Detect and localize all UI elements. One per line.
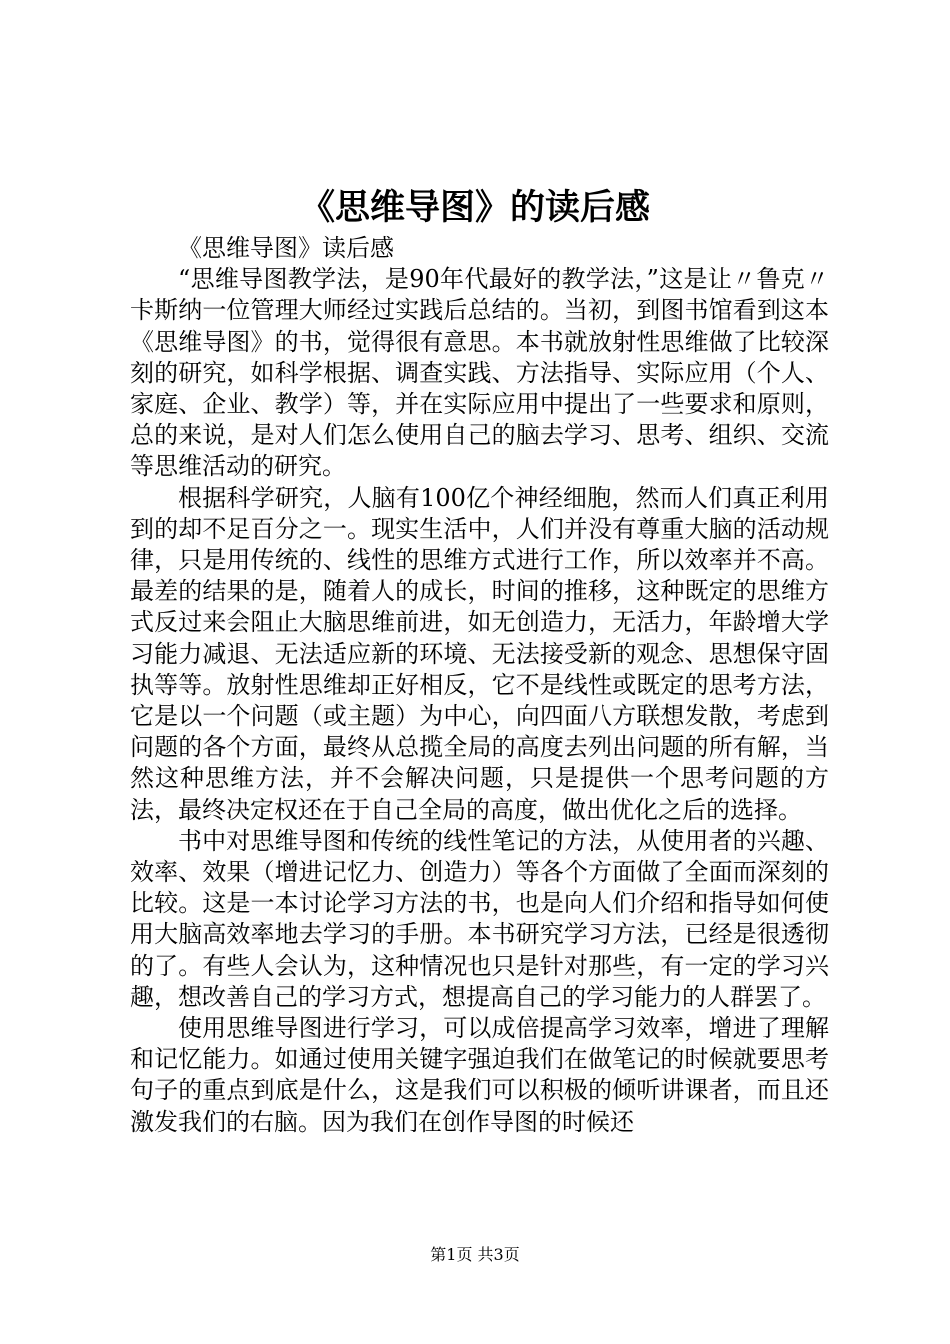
- document-body: [130, 233, 829, 1138]
- paragraph-1: “思维导图教学法，是90年代最好的教学法，”这是让〃鲁克〃卡斯纳一位管理大师经过实践后总结的。当初，到图书馆看到这本《思维导图》的书，觉得很有意思。本书就放射性思维做了比较深刻的研究，如科学根据、调查实践、方法指导、实际应用（个人、家庭、企业、教学）等，并在实际应用中提出了一些要求和原则，总的来说，是对人们怎么使用自己的脑去学习、思考、组织、交流等思维活动的研究。: [130, 265, 829, 481]
- document-title: 《思维导图》的读后感: [299, 187, 650, 228]
- paragraph-2: 根据科学研究，人脑有100亿个神经细胞，然而人们真正利用到的却不足百分之一。现实生活中，人们并没有尊重大脑的活动规律，只是用传统的、线性的思维方式进行工作，所以效率并不高。最差的结果的是，随着人的成长，时间的推移，这种既定的思维方式反过来会阻止大脑思维前进，如无创造力，无活力，年龄增大学习能力减退、无法适应新的环境、无法接受新的观念、思想保守固执等等。放射性思维却正好相反，它不是线性或既定的思考方法，它是以一个问题（或主题）为中心，向四面八方联想发散，考虑到问题的各个方面，最终从总揽全局的高度去列出问题的所有解，当然这种思维方法，并不会解决问题，只是提供一个思考问题的方法，最终决定权还在于自己全局的高度，做出优化之后的选择。: [130, 483, 829, 824]
- paragraph-4: 使用思维导图进行学习，可以成倍提高学习效率，增进了理解和记忆能力。如通过使用关键字强迫我们在做笔记的时候就要思考句子的重点到底是什么，这是我们可以积极的倾听讲课者，而且还激发我们的右脑。因为我们在创作导图的时候还: [130, 1014, 829, 1136]
- paragraph-subtitle: 《思维导图》读后感: [178, 234, 394, 262]
- paragraph-3: 书中对思维导图和传统的线性笔记的方法，从使用者的兴趣、效率、效果（增进记忆力、创造力）等各个方面做了全面而深刻的比较。这是一本讨论学习方法的书，也是向人们介绍和指导如何使用大脑高效率地去学习的手册。本书研究学习方法，已经是很透彻的了。有些人会认为，这种情况也只是针对那些，有一定的学习兴趣，想改善自己的学习方式，想提高自己的学习能力的人群罢了。: [130, 826, 829, 1011]
- page-footer: 第1页 共3页: [430, 1245, 520, 1264]
